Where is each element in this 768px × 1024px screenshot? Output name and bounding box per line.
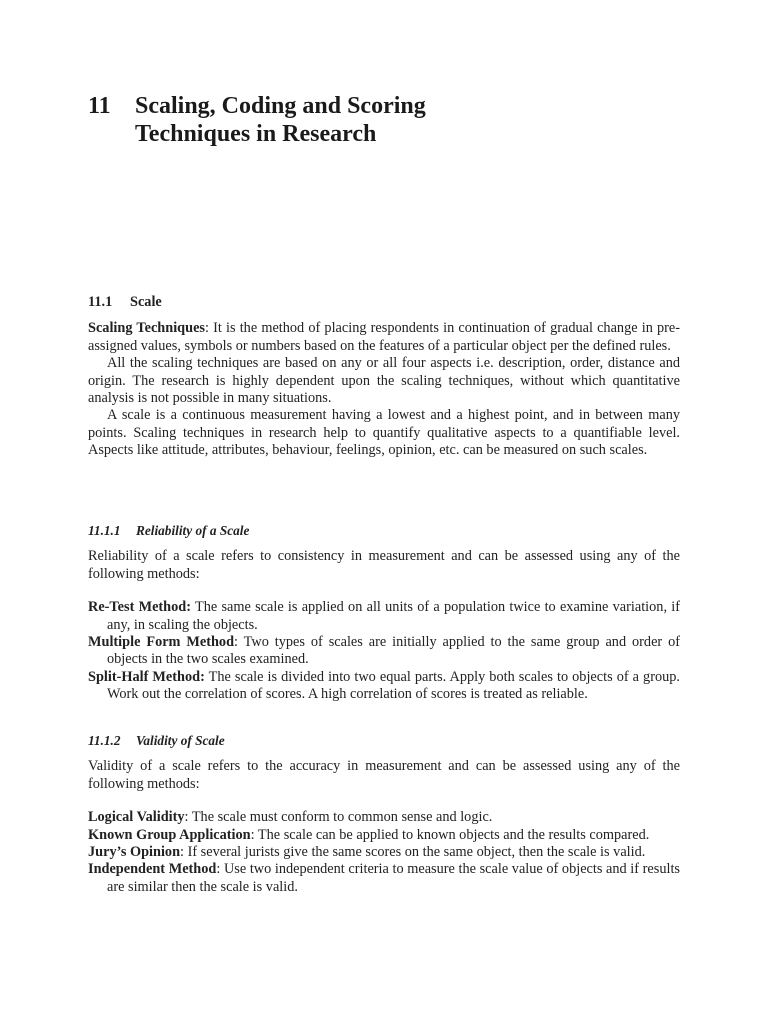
reliability-methods-list	[88, 599, 680, 703]
validity-methods-list	[88, 809, 680, 896]
method-jurys-opinion	[88, 844, 680, 861]
subsection-heading-reliability	[88, 522, 680, 539]
method-description: : If several jurists give the same scores on the same object, then the scale is valid.	[180, 844, 646, 861]
method-description: : Two types of scales are initially applied to the same group and order of objects in the two scales examined.	[107, 634, 681, 668]
method-independent	[88, 861, 680, 896]
method-retest	[88, 599, 680, 634]
scaling-techniques-paragraph	[88, 320, 680, 355]
method-term: Independent Method	[88, 861, 217, 878]
method-term: Multiple Form Method	[88, 634, 235, 651]
chapter-heading	[88, 92, 426, 148]
subsection-title: Validity of Scale	[136, 733, 225, 748]
subsection-title: Reliability of a Scale	[136, 523, 250, 538]
subsection-number: 11.1.1	[88, 523, 121, 538]
validity-intro: Validity of a scale refers to the accuracy in measurement and can be assessed using any of the following methods:	[88, 758, 680, 792]
chapter-title-line-1: Scaling, Coding and Scoring	[135, 93, 426, 119]
reliability-intro: Reliability of a scale refers to consistency in measurement and can be assessed using any of the following methods:	[88, 548, 680, 582]
chapter-title-line-2: Techniques in Research	[135, 121, 377, 147]
section-scale	[88, 294, 680, 460]
method-split-half	[88, 669, 680, 704]
term-scaling-techniques: Scaling Techniques	[88, 320, 205, 337]
method-term: Logical Validity	[88, 809, 185, 826]
section-number: 11.1	[88, 294, 113, 310]
method-description: : The scale can be applied to known objects and the results compared.	[250, 826, 650, 843]
paragraph-continuous-measurement: A scale is a continuous measurement having a lowest and a highest point, and in between many points. Scaling techniques in research help to quantify qualitative aspects to a quantifiable level. Aspects like attitude, attributes, behaviour, feelings, opinion, etc. can be measured on such scales.	[88, 407, 680, 459]
method-term: Jury’s Opinion	[88, 844, 181, 861]
scaling-techniques-definition: : It is the method of placing respondents in continuation of gradual change in pre-assigned values, symbols or numbers based on the features of a particular object per the defined rules.	[88, 320, 681, 354]
subsection-heading-validity	[88, 732, 680, 749]
method-logical-validity	[88, 809, 680, 826]
method-description: The scale is divided into two equal parts. Apply both scales to objects of a group. Work out the correlation of scores. A high correlation of scores is treated as reliable.	[107, 668, 680, 703]
chapter-title	[135, 92, 426, 148]
method-description: : Use two independent criteria to measure the scale value of objects and if results are similar then the scale is valid.	[107, 861, 680, 895]
chapter-number: 11	[88, 93, 111, 119]
subsection-number: 11.1.2	[88, 733, 121, 748]
method-description: : The scale must conform to common sense and logic.	[184, 809, 493, 826]
method-term: Known Group Application	[88, 826, 251, 843]
method-term: Re-Test Method:	[88, 599, 191, 616]
paragraph-aspects: All the scaling techniques are based on any or all four aspects i.e. description, order, distance and origin. The research is highly dependent upon the scaling techniques, without which quantitative analysis is not possible in many situations.	[88, 355, 680, 407]
method-description: The same scale is applied on all units of a population twice to examine variation, if any, in scaling the objects.	[107, 599, 681, 633]
subsection-reliability	[88, 522, 680, 704]
method-known-group	[88, 827, 680, 844]
method-term: Split-Half Method:	[88, 668, 205, 685]
subsection-validity	[88, 732, 680, 896]
section-title: Scale	[130, 294, 162, 310]
section-heading	[88, 294, 680, 311]
method-multiple-form	[88, 634, 680, 669]
